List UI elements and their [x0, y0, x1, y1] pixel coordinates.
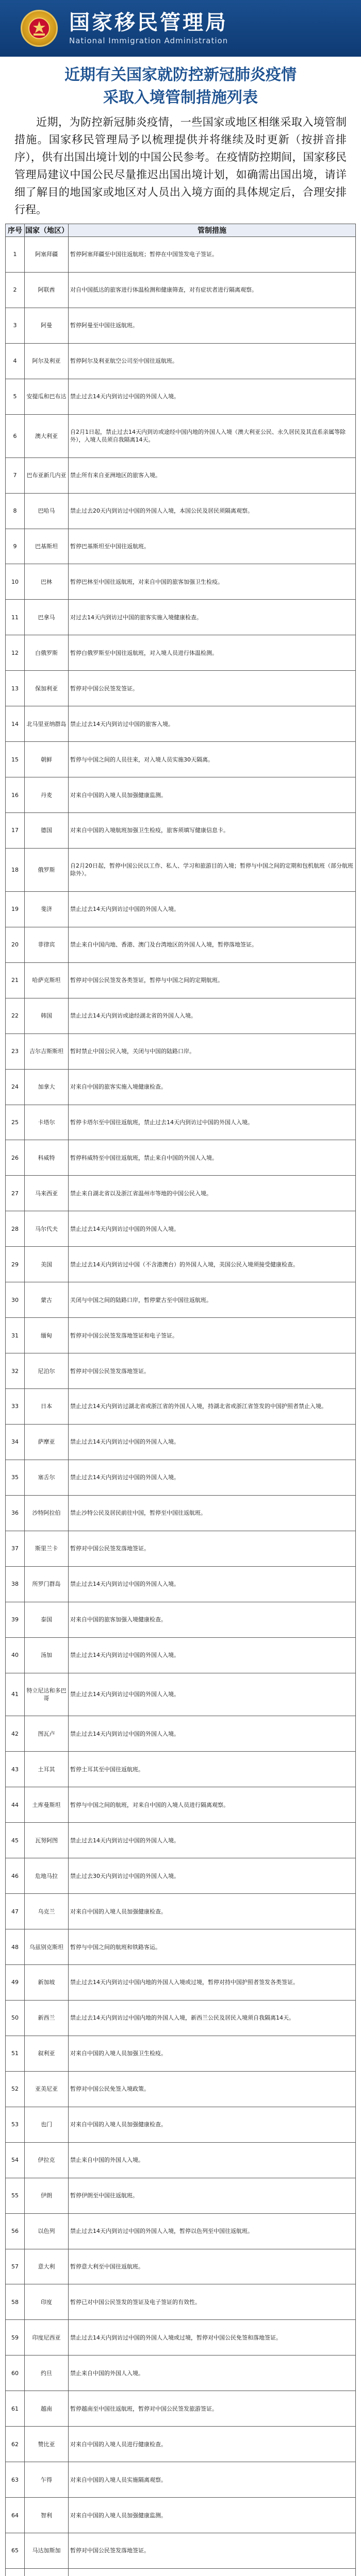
control-measure: 禁止来自中国的外国人入境。	[69, 2142, 356, 2178]
table-row	[6, 564, 356, 600]
table-row	[6, 2391, 356, 2427]
row-number: 5	[6, 379, 25, 414]
row-number: 33	[6, 1389, 25, 1425]
country-name: 尼泊尔	[25, 1353, 69, 1389]
country-name: 北马里亚纳群岛	[25, 706, 69, 742]
control-measure: 禁止过去14天内到访过湖北省或浙江省的外国人入境，持湖北省或浙江省签发的中国护照者禁止入境。	[69, 1389, 356, 1425]
table-row	[6, 671, 356, 706]
country-name: 所罗门群岛	[25, 1566, 69, 1602]
control-measure: 禁止过去14天内到访过中国的外国人入境。	[69, 379, 356, 414]
control-measure: 对来自中国的入境航班加强卫生检疫，旅客须填写健康信息卡。	[69, 813, 356, 849]
page-title-line: 近期有关国家就防控新冠肺炎疫情	[64, 66, 297, 84]
table-row	[6, 308, 356, 343]
country-name: 阿曼	[25, 308, 69, 343]
country-name: 瓦努阿图	[25, 1823, 69, 1858]
country-name: 巴布亚新几内亚	[25, 457, 69, 493]
table-row	[6, 1495, 356, 1531]
row-number: 36	[6, 1495, 25, 1531]
row-number: 25	[6, 1105, 25, 1140]
control-measure: 关闭与中国之间的陆路口岸，暂停蒙古至中国往返航班。	[69, 1282, 356, 1318]
table-row	[6, 237, 356, 273]
row-number: 10	[6, 564, 25, 600]
row-number: 47	[6, 1894, 25, 1929]
row-number: 63	[6, 2462, 25, 2498]
control-measure: 对自中国抵达的旅客进行体温检测和健康筛查，对有症状者进行隔离观察。	[69, 272, 356, 308]
header-measures: 管制措施	[69, 224, 356, 237]
control-measure: 暂停对中国公民签发各类签证，暂停与中国之间的定期航班。	[69, 962, 356, 998]
country-name: 菲律宾	[25, 927, 69, 962]
country-name: 印度尼西亚	[25, 2320, 69, 2355]
control-measure: 禁止过去14天内到访过中国的外国人入境。	[69, 1460, 356, 1495]
row-number: 59	[6, 2320, 25, 2355]
control-measure: 对来自中国的入境人员实施隔离观察。	[69, 2462, 356, 2498]
table-row	[6, 1673, 356, 1716]
row-number: 3	[6, 308, 25, 343]
table-row	[6, 1566, 356, 1602]
row-number: 2	[6, 272, 25, 308]
control-measure: 暂停对中国公民签发落地签证和电子签证。	[69, 1318, 356, 1353]
table-row	[6, 2107, 356, 2142]
table-row	[6, 1894, 356, 1929]
table-row	[6, 927, 356, 962]
row-number: 15	[6, 742, 25, 777]
control-measure: 对来自中国的旅客实施入境健康检查。	[69, 1069, 356, 1105]
control-measure: 暂停与中国之间的航班，对来自中国的入境人员进行隔离观察。	[69, 1787, 356, 1823]
country-name: 也门	[25, 2107, 69, 2142]
control-measure: 禁止过去14天内到访过中国的外国人入境。	[69, 1637, 356, 1673]
table-row	[6, 1752, 356, 1787]
table-row	[6, 1965, 356, 2001]
control-measure: 暂时禁止中国公民入境，关闭与中国的陆路口岸。	[69, 1033, 356, 1069]
table-row	[6, 1033, 356, 1069]
national-emblem-icon	[21, 10, 58, 47]
row-number: 55	[6, 2178, 25, 2213]
table-row	[6, 1787, 356, 1823]
table-row	[6, 1858, 356, 1894]
table-row	[6, 1929, 356, 1965]
table-row	[6, 1823, 356, 1858]
control-measure: 禁止来自中国的外国人入境。	[69, 2355, 356, 2391]
table-header-row	[6, 224, 356, 237]
country-name: 阿塞拜疆	[25, 237, 69, 273]
country-name: 危地马拉	[25, 1858, 69, 1894]
table-row	[6, 1389, 356, 1425]
country-name: 土库曼斯坦	[25, 1787, 69, 1823]
country-name: 伊朗	[25, 2178, 69, 2213]
control-measure: 禁止过去14天内到访过中国的外国人入境。	[69, 891, 356, 927]
row-number: 21	[6, 962, 25, 998]
country-name: 新加坡	[25, 1965, 69, 2001]
country-name: 巴基斯坦	[25, 529, 69, 564]
country-name: 俄罗斯	[25, 848, 69, 891]
country-name: 哈萨克斯坦	[25, 962, 69, 998]
page-title-line: 采取入境管制措施列表	[103, 89, 258, 107]
header-number: 序号	[6, 224, 25, 237]
row-number: 38	[6, 1566, 25, 1602]
row-number: 31	[6, 1318, 25, 1353]
country-name: 印度	[25, 2284, 69, 2320]
country-name: 汤加	[25, 1637, 69, 1673]
row-number: 24	[6, 1069, 25, 1105]
country-name: 泰国	[25, 1602, 69, 1637]
control-measure: 暂停伊朗至中国往返航班。	[69, 2178, 356, 2213]
table-row	[6, 1602, 356, 1637]
table-row	[6, 2036, 356, 2071]
control-measure: 暂停阿塞拜疆至中国往返航班；暂停在中国签发电子签证。	[69, 237, 356, 273]
country-name: 特立尼达和多巴哥	[25, 1673, 69, 1716]
table-row	[6, 1318, 356, 1353]
row-number: 37	[6, 1531, 25, 1566]
row-number: 6	[6, 414, 25, 457]
country-name: 日本	[25, 1389, 69, 1425]
country-name: 吉尔吉斯斯坦	[25, 1033, 69, 1069]
control-measure: 禁止过去14天内到访过中国的外国人入境。	[69, 1566, 356, 1602]
row-number: 18	[6, 848, 25, 891]
table-row	[6, 813, 356, 849]
control-measure: 禁止过去14天内到访过中国的外国人入境。	[69, 1716, 356, 1752]
control-measure: 禁止过去14天内到访过中国的外国人入境。	[69, 1673, 356, 1716]
country-name: 德国	[25, 813, 69, 849]
control-measure: 暂停阿尔及利亚航空公司至中国往返航班。	[69, 343, 356, 379]
page-title	[0, 57, 361, 109]
row-number: 48	[6, 1929, 25, 1965]
row-number: 41	[6, 1673, 25, 1716]
country-name: 巴林	[25, 564, 69, 600]
control-measure: 暂停土耳其至中国往返航班。	[69, 1752, 356, 1787]
row-number: 16	[6, 777, 25, 813]
control-measure	[69, 2568, 356, 2576]
row-number: 22	[6, 998, 25, 1033]
row-number: 8	[6, 493, 25, 529]
table-row	[6, 848, 356, 891]
control-measure: 暂停对中国公民签发签证。	[69, 671, 356, 706]
table-row	[6, 1716, 356, 1752]
control-measure: 禁止过去14天内到访过中国的旅客入境。	[69, 706, 356, 742]
control-measure: 暂停意大利至中国往返航班。	[69, 2249, 356, 2284]
table-row	[6, 962, 356, 998]
table-row	[6, 457, 356, 493]
country-name: 亚美尼亚	[25, 2071, 69, 2107]
row-number: 34	[6, 1424, 25, 1460]
control-measure: 对来自中国的入境人员进行健康检查。	[69, 2427, 356, 2462]
control-measure: 暂停越南至中国往返航班，暂停对中国公民签发旅游签证。	[69, 2391, 356, 2427]
country-name: 白俄罗斯	[25, 635, 69, 671]
row-number: 45	[6, 1823, 25, 1858]
country-name: 越南	[25, 2391, 69, 2427]
table-row	[6, 1176, 356, 1211]
country-name: 安提瓜和巴布达	[25, 379, 69, 414]
row-number: 58	[6, 2284, 25, 2320]
country-name: 赞比亚	[25, 2427, 69, 2462]
table-row	[6, 2498, 356, 2533]
country-name: 阿联酋	[25, 272, 69, 308]
control-measure: 禁止所有来自亚洲地区的旅客入境。	[69, 457, 356, 493]
control-measure: 暂停阿曼至中国往返航班。	[69, 308, 356, 343]
control-measure: 禁止过去14天内到访过中国（不含港澳台）的外国人入境，美国公民入境须接受健康检查。	[69, 1247, 356, 1282]
table-row	[6, 742, 356, 777]
row-number: 30	[6, 1282, 25, 1318]
table-row	[6, 998, 356, 1033]
country-name: 加拿大	[25, 1069, 69, 1105]
agency-name-cn: 国家移民管理局	[69, 11, 228, 35]
row-number: 62	[6, 2427, 25, 2462]
table-row	[6, 706, 356, 742]
agency-name-block	[69, 10, 228, 46]
country-name: 土耳其	[25, 1752, 69, 1787]
row-number: 61	[6, 2391, 25, 2427]
table-row	[6, 891, 356, 927]
table-row	[6, 379, 356, 414]
table-row	[6, 272, 356, 308]
table-row	[6, 2000, 356, 2036]
row-number: 56	[6, 2213, 25, 2249]
control-measure: 自2月20日起，暂停中国公民以工作、私人、学习和旅游目的入境；暂停与中国之间的定期和包机航班（部分航班除外）。	[69, 848, 356, 891]
agency-header	[0, 0, 361, 57]
table-row	[6, 2142, 356, 2178]
row-number: 1	[6, 237, 25, 273]
control-measure: 禁止过去30天内到访过中国的外国人入境。	[69, 1858, 356, 1894]
row-number: 39	[6, 1602, 25, 1637]
row-number: 11	[6, 600, 25, 635]
table-row	[6, 1140, 356, 1176]
control-measure: 禁止过去14天内到访过中国的外国人入境。	[69, 1424, 356, 1460]
table-row	[6, 635, 356, 671]
row-number: 20	[6, 927, 25, 962]
control-measure: 暂停巴基斯坦至中国往返航班。	[69, 529, 356, 564]
control-measure: 对来自中国的入境人员加强健康检查。	[69, 2107, 356, 2142]
row-number: 12	[6, 635, 25, 671]
country-name: 韩国	[25, 998, 69, 1033]
table-row	[6, 2533, 356, 2569]
row-number: 19	[6, 891, 25, 927]
table-row	[6, 2071, 356, 2107]
country-name: 图瓦卢	[25, 1716, 69, 1752]
control-measure: 暂停对中国公民免签入境政策。	[69, 2071, 356, 2107]
control-measure: 暂停科威特至中国往返航班，禁止来自中国的外国人入境。	[69, 1140, 356, 1176]
row-number: 26	[6, 1140, 25, 1176]
country-name: 乌兹别克斯坦	[25, 1929, 69, 1965]
country-name: 沙特阿拉伯	[25, 1495, 69, 1531]
country-name: 萨摩亚	[25, 1424, 69, 1460]
control-measure: 暂停白俄罗斯至中国往返航班，对入境人员进行体温检测。	[69, 635, 356, 671]
row-number: 40	[6, 1637, 25, 1673]
table-row	[6, 2462, 356, 2498]
control-measure: 对来自中国的入境人员加强卫生检疫。	[69, 2036, 356, 2071]
control-measure: 对来自中国的旅客加强入境健康检查。	[69, 1602, 356, 1637]
header-country: 国家（地区）	[25, 224, 69, 237]
table-row	[6, 1247, 356, 1282]
control-measure: 禁止过去14天内到访过中国的外国人入境。	[69, 1211, 356, 1247]
row-number: 57	[6, 2249, 25, 2284]
table-row	[6, 1105, 356, 1140]
control-measure: 暂停巴林至中国往返航班，对来自中国的旅客加强卫生检疫。	[69, 564, 356, 600]
table-row	[6, 1353, 356, 1389]
table-row	[6, 1211, 356, 1247]
table-row	[6, 777, 356, 813]
control-measure: 自2月1日起，禁止过去14天内到访或途经中国内地的外国人入境（澳大利亚公民、永久居民及其直系亲属等除外），入境人员须自我隔离14天。	[69, 414, 356, 457]
row-number: 43	[6, 1752, 25, 1787]
row-number: 28	[6, 1211, 25, 1247]
control-measure: 禁止过去14天内到访过中国内地的外国人入境或过境，暂停对持中国护照者签发各类签证。	[69, 1965, 356, 2001]
control-measure: 暂停与中国之间的航班和铁路客运。	[69, 1929, 356, 1965]
country-name: 新西兰	[25, 2000, 69, 2036]
table-row	[6, 600, 356, 635]
table-row	[6, 1460, 356, 1495]
control-measure: 暂停对中国公民签发落地签证。	[69, 1531, 356, 1566]
row-number: 32	[6, 1353, 25, 1389]
country-name: 马来西亚	[25, 1176, 69, 1211]
table-row	[6, 2568, 356, 2576]
entry-control-table	[5, 224, 356, 2576]
row-number: 49	[6, 1965, 25, 2001]
table-row	[6, 2249, 356, 2284]
table-row	[6, 1424, 356, 1460]
table-row	[6, 2320, 356, 2355]
row-number: 42	[6, 1716, 25, 1752]
control-measure: 禁止过去14天内到访过中国的外国人入境，暂停以色列至中国往返航班。	[69, 2213, 356, 2249]
table-row	[6, 529, 356, 564]
row-number: 17	[6, 813, 25, 849]
country-name: 巴哈马	[25, 493, 69, 529]
table-row	[6, 343, 356, 379]
country-name: 意大利	[25, 2249, 69, 2284]
control-measure: 暂停已对中国公民签发的签证及电子签证的有效性。	[69, 2284, 356, 2320]
table-row	[6, 2427, 356, 2462]
country-name: 丹麦	[25, 777, 69, 813]
table-row	[6, 2213, 356, 2249]
row-number: 7	[6, 457, 25, 493]
control-measure: 禁止沙特公民及居民前往中国，暂停至中国往返航班。	[69, 1495, 356, 1531]
row-number	[6, 2568, 25, 2576]
country-name: 约旦	[25, 2355, 69, 2391]
table-row	[6, 1282, 356, 1318]
table-row	[6, 2355, 356, 2391]
row-number: 23	[6, 1033, 25, 1069]
country-name: 阿尔及利亚	[25, 343, 69, 379]
row-number: 52	[6, 2071, 25, 2107]
table-row	[6, 1531, 356, 1566]
control-measure: 对来自中国的入境人员加强健康监测。	[69, 2498, 356, 2533]
country-name: 蒙古	[25, 1282, 69, 1318]
row-number: 4	[6, 343, 25, 379]
control-measure: 对来自中国的入境人员加强健康监测。	[69, 777, 356, 813]
row-number: 14	[6, 706, 25, 742]
country-name: 叙利亚	[25, 2036, 69, 2071]
intro-paragraph: 近期，为防控新冠肺炎疫情，一些国家或地区相继采取入境管制措施。国家移民管理局予以梳理提供并将继续及时更新（按拼音排序），供有出国出境计划的中国公民参考。在疫情防控期间，国家移民管理局建议中国公民尽量推迟出国出境计划，如确需出国出境，请详细了解目的地国家或地区对人员出入境方面的具体规定后，合理安排行程。	[14, 116, 347, 216]
control-measure: 暂停对中国公民签发落地签证。	[69, 2533, 356, 2569]
control-measure: 禁止过去20天内到访过中国的外国人入境，本国公民及居民须隔离观察。	[69, 493, 356, 529]
row-number: 9	[6, 529, 25, 564]
table-row	[6, 2178, 356, 2213]
row-number: 50	[6, 2000, 25, 2036]
table-row	[6, 1637, 356, 1673]
control-measure: 禁止来自湖北省以及浙江省温州市等地的中国公民入境。	[69, 1176, 356, 1211]
country-name: 伊拉克	[25, 2142, 69, 2178]
country-name: 巴拿马	[25, 600, 69, 635]
row-number: 51	[6, 2036, 25, 2071]
country-name: 缅甸	[25, 1318, 69, 1353]
row-number: 64	[6, 2498, 25, 2533]
country-name: 斐济	[25, 891, 69, 927]
table-row	[6, 1069, 356, 1105]
country-name: 科威特	[25, 1140, 69, 1176]
table-row	[6, 2284, 356, 2320]
control-measure: 禁止过去14天内到访过中国的外国人入境。	[69, 1823, 356, 1858]
country-name: 乌克兰	[25, 1894, 69, 1929]
row-number: 44	[6, 1787, 25, 1823]
row-number: 65	[6, 2533, 25, 2569]
control-measure: 禁止过去14天内到访过中国内地的外国人入境，新西兰公民及居民入境须自我隔离14天。	[69, 2000, 356, 2036]
country-name: 卡塔尔	[25, 1105, 69, 1140]
row-number: 13	[6, 671, 25, 706]
country-name: 塞舌尔	[25, 1460, 69, 1495]
country-name: 乍得	[25, 2462, 69, 2498]
control-measure: 对来自中国的入境人员加强健康检查。	[69, 1894, 356, 1929]
row-number: 35	[6, 1460, 25, 1495]
control-measure: 暂停与中国之间的人员往来，对入境人员实施30天隔离。	[69, 742, 356, 777]
country-name: 马达加斯加	[25, 2533, 69, 2569]
control-measure: 禁止过去14天内到访或途经湖北省的外国人入境。	[69, 998, 356, 1033]
row-number: 27	[6, 1176, 25, 1211]
table-row	[6, 493, 356, 529]
control-measure: 对过去14天内到访过中国的旅客实施入境健康检查。	[69, 600, 356, 635]
control-measure: 暂停对中国公民签发落地签证。	[69, 1353, 356, 1389]
row-number: 46	[6, 1858, 25, 1894]
row-number: 54	[6, 2142, 25, 2178]
control-measure: 禁止过去14天内到访过中国的外国人入境或过境，暂停对中国公民免签和落地签证。	[69, 2320, 356, 2355]
country-name: 以色列	[25, 2213, 69, 2249]
control-measure: 暂停卡塔尔至中国往返航班，禁止过去14天内到访过中国的外国人入境。	[69, 1105, 356, 1140]
country-name: 斯里兰卡	[25, 1531, 69, 1566]
row-number: 60	[6, 2355, 25, 2391]
country-name	[25, 2568, 69, 2576]
table-body	[6, 237, 356, 2576]
row-number: 53	[6, 2107, 25, 2142]
country-name: 马尔代夫	[25, 1211, 69, 1247]
country-name: 智利	[25, 2498, 69, 2533]
control-measure: 禁止来自中国内地、香港、澳门及台湾地区的外国人入境，暂停落地签证。	[69, 927, 356, 962]
country-name: 澳大利亚	[25, 414, 69, 457]
row-number: 29	[6, 1247, 25, 1282]
country-name: 美国	[25, 1247, 69, 1282]
country-name: 保加利亚	[25, 671, 69, 706]
agency-name-en: National Immigration Administration	[69, 36, 228, 45]
table-row	[6, 414, 356, 457]
country-name: 朝鲜	[25, 742, 69, 777]
